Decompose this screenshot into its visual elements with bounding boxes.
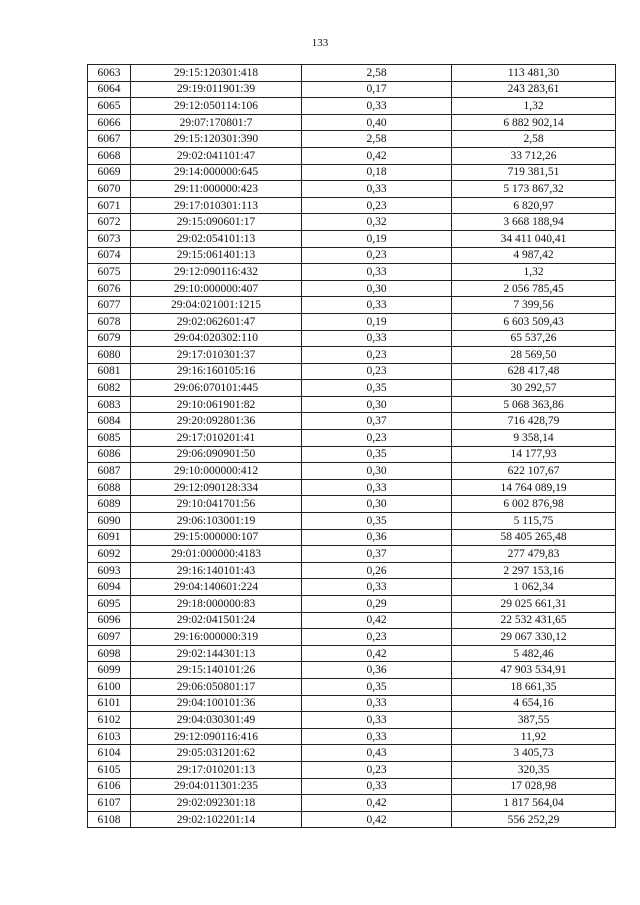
amount-value: 22 532 431,65 [452,612,616,629]
amount-value: 29 067 330,12 [452,629,616,646]
rate-value: 0,23 [302,197,452,214]
cadastral-number: 29:11:000000:423 [131,181,302,198]
table-row [88,264,616,281]
table-row [88,396,616,413]
row-number: 6096 [88,612,131,629]
amount-value: 6 603 509,43 [452,313,616,330]
rate-value: 0,36 [302,662,452,679]
table-row [88,678,616,695]
rate-value: 0,29 [302,596,452,613]
row-number: 6102 [88,712,131,729]
table-row [88,662,616,679]
table-row [88,297,616,314]
table-row [88,778,616,795]
cadastral-number: 29:04:021001:1215 [131,297,302,314]
cadastral-number: 29:16:140101:43 [131,562,302,579]
table-row [88,197,616,214]
cadastral-number: 29:02:041501:24 [131,612,302,629]
rate-value: 0,19 [302,230,452,247]
rate-value: 0,42 [302,147,452,164]
cadastral-number: 29:12:050114:106 [131,98,302,115]
cadastral-number: 29:15:000000:107 [131,529,302,546]
cadastral-number: 29:02:092301:18 [131,795,302,812]
amount-value: 5 482,46 [452,645,616,662]
cadastral-number: 29:20:092801:36 [131,413,302,430]
amount-value: 628 417,48 [452,363,616,380]
table-row [88,546,616,563]
cadastral-number: 29:15:140101:26 [131,662,302,679]
rate-value: 0,33 [302,579,452,596]
row-number: 6088 [88,479,131,496]
cadastral-number: 29:04:011301:235 [131,778,302,795]
table-row [88,98,616,115]
amount-value: 14 177,93 [452,446,616,463]
table-row [88,695,616,712]
table-row [88,446,616,463]
row-number: 6074 [88,247,131,264]
row-number: 6091 [88,529,131,546]
row-number: 6076 [88,280,131,297]
rate-value: 0,33 [302,297,452,314]
row-number: 6065 [88,98,131,115]
row-number: 6070 [88,181,131,198]
amount-value: 14 764 089,19 [452,479,616,496]
cadastral-number: 29:12:090116:432 [131,264,302,281]
cadastral-number: 29:06:070101:445 [131,380,302,397]
table-row [88,795,616,812]
table-row [88,363,616,380]
table-row [88,712,616,729]
table-row [88,81,616,98]
table-row [88,247,616,264]
row-number: 6067 [88,131,131,148]
row-number: 6094 [88,579,131,596]
table-row [88,430,616,447]
rate-value: 0,17 [302,81,452,98]
rate-value: 0,23 [302,347,452,364]
row-number: 6063 [88,65,131,82]
row-number: 6064 [88,81,131,98]
cadastral-number: 29:02:102201:14 [131,811,302,828]
row-number: 6090 [88,513,131,530]
row-number: 6066 [88,114,131,131]
amount-value: 9 358,14 [452,430,616,447]
row-number: 6086 [88,446,131,463]
cadastral-number: 29:16:000000:319 [131,629,302,646]
amount-value: 243 283,61 [452,81,616,98]
cadastral-number: 29:02:041101:47 [131,147,302,164]
amount-value: 30 292,57 [452,380,616,397]
cadastral-number: 29:01:000000:4183 [131,546,302,563]
cadastral-number: 29:15:120301:418 [131,65,302,82]
rate-value: 0,37 [302,546,452,563]
row-number: 6100 [88,678,131,695]
table-row [88,181,616,198]
row-number: 6069 [88,164,131,181]
cadastral-number: 29:15:120301:390 [131,131,302,148]
row-number: 6071 [88,197,131,214]
rate-value: 2,58 [302,65,452,82]
cadastral-number: 29:07:170801:7 [131,114,302,131]
rate-value: 0,30 [302,496,452,513]
row-number: 6107 [88,795,131,812]
table-row [88,347,616,364]
row-number: 6073 [88,230,131,247]
amount-value: 1 817 564,04 [452,795,616,812]
table-row [88,463,616,480]
amount-value: 18 661,35 [452,678,616,695]
row-number: 6079 [88,330,131,347]
cadastral-number: 29:02:062601:47 [131,313,302,330]
row-number: 6078 [88,313,131,330]
cadastral-number: 29:17:010201:13 [131,761,302,778]
table-row [88,380,616,397]
rate-value: 0,42 [302,645,452,662]
cadastral-number: 29:12:090116:416 [131,728,302,745]
rate-value: 0,33 [302,98,452,115]
amount-value: 33 712,26 [452,147,616,164]
table-row [88,147,616,164]
table-row [88,645,616,662]
cadastral-number: 29:10:000000:407 [131,280,302,297]
cadastral-number: 29:12:090128:334 [131,479,302,496]
cadastral-number: 29:10:041701:56 [131,496,302,513]
table-row [88,479,616,496]
rate-value: 0,42 [302,811,452,828]
table-row [88,413,616,430]
cadastral-number: 29:17:010201:41 [131,430,302,447]
rate-value: 0,33 [302,479,452,496]
row-number: 6083 [88,396,131,413]
table-row [88,629,616,646]
amount-value: 2,58 [452,131,616,148]
cadastral-number: 29:06:090901:50 [131,446,302,463]
cadastral-number: 29:15:090601:17 [131,214,302,231]
rate-value: 0,33 [302,264,452,281]
row-number: 6085 [88,430,131,447]
rate-value: 0,42 [302,795,452,812]
cadastral-number: 29:04:100101:36 [131,695,302,712]
amount-value: 277 479,83 [452,546,616,563]
table-row [88,313,616,330]
table-body [88,65,616,828]
table-row [88,214,616,231]
amount-value: 34 411 040,41 [452,230,616,247]
row-number: 6108 [88,811,131,828]
amount-value: 3 668 188,94 [452,214,616,231]
table-row [88,513,616,530]
table-row [88,230,616,247]
cadastral-number: 29:06:103001:19 [131,513,302,530]
table-row [88,811,616,828]
table-row [88,131,616,148]
table-row [88,114,616,131]
rate-value: 0,33 [302,695,452,712]
rate-value: 0,42 [302,612,452,629]
rate-value: 0,33 [302,712,452,729]
rate-value: 0,33 [302,778,452,795]
amount-value: 320,35 [452,761,616,778]
row-number: 6084 [88,413,131,430]
rate-value: 0,35 [302,380,452,397]
rate-value: 0,43 [302,745,452,762]
rate-value: 0,19 [302,313,452,330]
cadastral-number: 29:15:061401:13 [131,247,302,264]
amount-value: 2 056 785,45 [452,280,616,297]
cadastral-number: 29:10:000000:412 [131,463,302,480]
amount-value: 17 028,98 [452,778,616,795]
rate-value: 0,35 [302,513,452,530]
table-row [88,496,616,513]
rate-value: 0,30 [302,463,452,480]
row-number: 6087 [88,463,131,480]
amount-value: 716 428,79 [452,413,616,430]
amount-value: 387,55 [452,712,616,729]
cadastral-number: 29:17:010301:113 [131,197,302,214]
amount-value: 6 820,97 [452,197,616,214]
cadastral-number: 29:04:030301:49 [131,712,302,729]
rate-value: 0,35 [302,678,452,695]
rate-value: 0,23 [302,247,452,264]
table-row [88,761,616,778]
row-number: 6095 [88,596,131,613]
amount-value: 5 173 867,32 [452,181,616,198]
amount-value: 47 903 534,91 [452,662,616,679]
cadastral-number: 29:04:020302:110 [131,330,302,347]
rate-value: 0,30 [302,280,452,297]
rate-value: 0,36 [302,529,452,546]
row-number: 6080 [88,347,131,364]
row-number: 6106 [88,778,131,795]
row-number: 6072 [88,214,131,231]
table-row [88,529,616,546]
row-number: 6105 [88,761,131,778]
amount-value: 3 405,73 [452,745,616,762]
amount-value: 4 654,16 [452,695,616,712]
amount-value: 622 107,67 [452,463,616,480]
row-number: 6103 [88,728,131,745]
rate-value: 0,33 [302,330,452,347]
amount-value: 6 882 902,14 [452,114,616,131]
amount-value: 1 062,34 [452,579,616,596]
rate-value: 0,23 [302,430,452,447]
rate-value: 0,37 [302,413,452,430]
row-number: 6092 [88,546,131,563]
rate-value: 0,18 [302,164,452,181]
amount-value: 5 115,75 [452,513,616,530]
cadastral-number: 29:14:000000:645 [131,164,302,181]
row-number: 6068 [88,147,131,164]
cadastral-number: 29:17:010301:37 [131,347,302,364]
data-table [87,64,616,828]
rate-value: 0,26 [302,562,452,579]
rate-value: 0,23 [302,761,452,778]
row-number: 6104 [88,745,131,762]
amount-value: 7 399,56 [452,297,616,314]
rate-value: 0,32 [302,214,452,231]
row-number: 6081 [88,363,131,380]
cadastral-number: 29:02:144301:13 [131,645,302,662]
table-row [88,612,616,629]
cadastral-number: 29:02:054101:13 [131,230,302,247]
row-number: 6097 [88,629,131,646]
row-number: 6093 [88,562,131,579]
table-row [88,65,616,82]
amount-value: 556 252,29 [452,811,616,828]
amount-value: 2 297 153,16 [452,562,616,579]
amount-value: 28 569,50 [452,347,616,364]
cadastral-number: 29:19:011901:39 [131,81,302,98]
table-row [88,164,616,181]
table-row [88,280,616,297]
cadastral-number: 29:04:140601:224 [131,579,302,596]
table-row [88,596,616,613]
amount-value: 29 025 661,31 [452,596,616,613]
cadastral-number: 29:06:050801:17 [131,678,302,695]
rate-value: 0,30 [302,396,452,413]
cadastral-number: 29:05:031201:62 [131,745,302,762]
amount-value: 65 537,26 [452,330,616,347]
cadastral-number: 29:16:160105:16 [131,363,302,380]
cadastral-number: 29:18:000000:83 [131,596,302,613]
table-row [88,728,616,745]
rate-value: 0,35 [302,446,452,463]
row-number: 6098 [88,645,131,662]
table-row [88,330,616,347]
row-number: 6075 [88,264,131,281]
row-number: 6089 [88,496,131,513]
amount-value: 58 405 265,48 [452,529,616,546]
row-number: 6082 [88,380,131,397]
row-number: 6099 [88,662,131,679]
amount-value: 4 987,42 [452,247,616,264]
amount-value: 113 481,30 [452,65,616,82]
cadastral-number: 29:10:061901:82 [131,396,302,413]
amount-value: 719 381,51 [452,164,616,181]
amount-value: 11,92 [452,728,616,745]
table-row [88,579,616,596]
row-number: 6101 [88,695,131,712]
amount-value: 5 068 363,86 [452,396,616,413]
amount-value: 6 002 876,98 [452,496,616,513]
rate-value: 0,33 [302,181,452,198]
rate-value: 0,23 [302,629,452,646]
table-row [88,562,616,579]
rate-value: 2,58 [302,131,452,148]
amount-value: 1,32 [452,98,616,115]
rate-value: 0,23 [302,363,452,380]
page-number: 133 [311,37,329,49]
row-number: 6077 [88,297,131,314]
rate-value: 0,40 [302,114,452,131]
amount-value: 1,32 [452,264,616,281]
table-row [88,745,616,762]
rate-value: 0,33 [302,728,452,745]
